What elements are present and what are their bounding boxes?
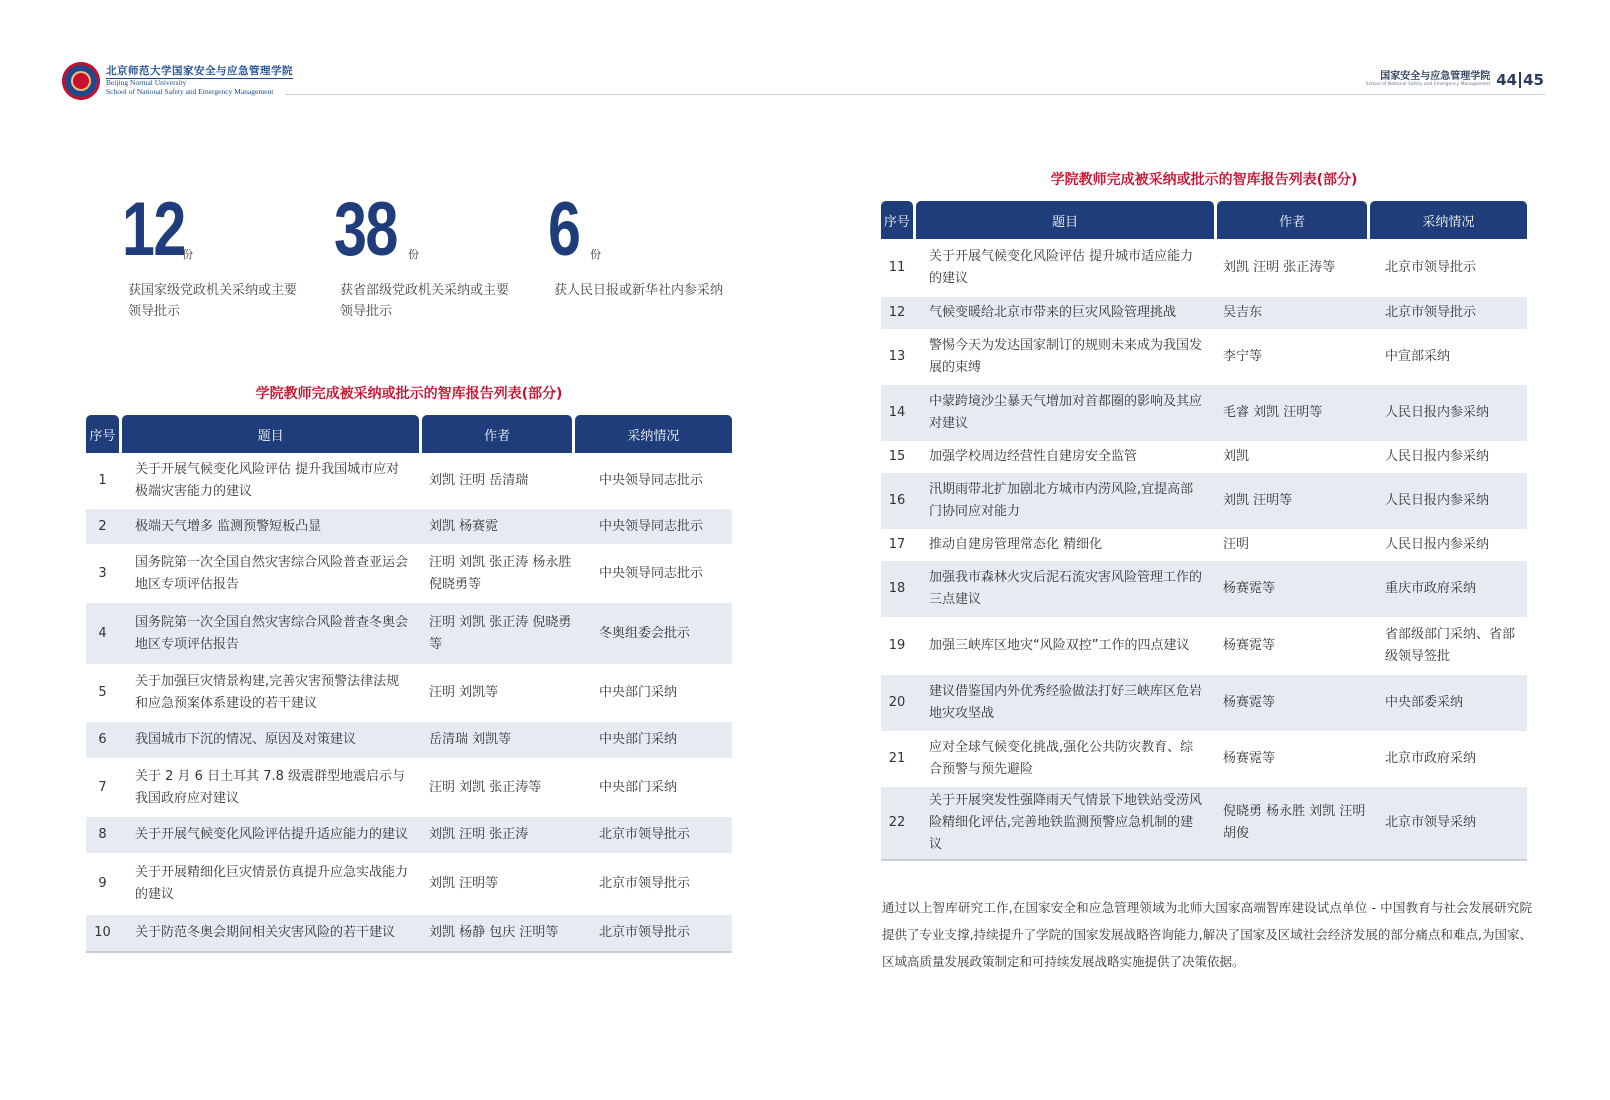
- cell-title: 关于开展气候变化风险评估 提升我国城市应对极端灾害能力的建议: [135, 462, 400, 499]
- header-no: 序号: [86, 415, 119, 453]
- table-row: [881, 297, 1527, 329]
- cell-status: 北京市领导批示: [599, 925, 691, 940]
- cell-title: 汛期雨带北扩加剧北方城市内涝风险,宜提高部门协同应对能力: [929, 482, 1194, 519]
- stat-number: 12: [122, 187, 185, 272]
- page-number-separator: [1519, 72, 1521, 88]
- logo-cn: 北京师范大学国家安全与应急管理学院: [106, 65, 293, 79]
- cell-author: 岳清瑞 刘凯等: [429, 732, 512, 747]
- cell-status: 中央部门采纳: [599, 732, 678, 747]
- cell-status: 人民日报内参采纳: [1385, 493, 1490, 508]
- cell-author: 刘凯 汪明等: [429, 876, 499, 891]
- header-author: 作者: [422, 415, 571, 453]
- table-row: [86, 664, 732, 722]
- cell-status: 中央领导同志批示: [599, 565, 704, 581]
- cell-author: 汪明 刘凯 张正涛 杨永胜 倪晓勇等: [429, 554, 572, 592]
- university-seal-icon: [62, 62, 100, 100]
- cell-number: 10: [94, 925, 111, 940]
- cell-author: 杨赛霓等: [1223, 695, 1276, 710]
- cell-author: 刘凯 汪明 岳清瑞: [429, 473, 529, 488]
- cell-author: 汪明 刘凯 张正涛等: [429, 779, 542, 795]
- cell-author: 杨赛霓等: [1223, 581, 1276, 596]
- cell-number: 22: [888, 815, 906, 830]
- page-number-left: 44: [1496, 71, 1518, 89]
- cell-title: 我国城市下沉的情况、原因及对策建议: [135, 732, 357, 747]
- cell-number: 2: [98, 518, 107, 534]
- table-row: [86, 544, 732, 603]
- cell-number: 9: [98, 876, 107, 891]
- cell-number: 17: [888, 537, 906, 552]
- table-body: [881, 239, 1527, 859]
- right-table-title: 学院教师完成被采纳或批示的智库报告列表(部分): [1050, 172, 1358, 188]
- cell-status: 中央部委采纳: [1385, 695, 1464, 710]
- cell-status: 中宣部采纳: [1385, 349, 1451, 364]
- cell-author: 刘凯 杨赛霓: [429, 518, 499, 534]
- table-row: [881, 561, 1527, 617]
- cell-title: 气候变暖给北京市带来的巨灾风险管理挑战: [929, 305, 1177, 320]
- cell-status: 省部级部门采纳、省部级领导签批: [1385, 627, 1516, 664]
- cell-status: 北京市领导批示: [1385, 305, 1477, 320]
- cell-number: 1: [98, 473, 107, 488]
- cell-author: 杨赛霓等: [1223, 638, 1276, 653]
- cell-status: 中央部门采纳: [599, 779, 678, 795]
- table-body: [86, 453, 732, 951]
- cell-author: 刘凯: [1223, 449, 1250, 464]
- cell-number: 6: [98, 732, 107, 747]
- table-row: [881, 473, 1527, 529]
- table-row: [881, 675, 1527, 731]
- cell-author: 刘凯 汪明等: [1223, 493, 1293, 508]
- cell-title: 关于加强巨灾情景构建,完善灾害预警法律法规和应急预案体系建设的若干建议: [135, 674, 400, 711]
- cell-number: 11: [888, 260, 906, 275]
- cell-title: 关于开展突发性强降雨天气情景下地铁站受涝风险精细化评估,完善地铁监测预警应急机制的建议: [929, 793, 1203, 852]
- table-row: [881, 329, 1527, 385]
- cell-title: 极端天气增多 监测预警短板凸显: [135, 518, 322, 534]
- table-bottom-rule: [881, 859, 1527, 861]
- table-header: [881, 201, 1527, 239]
- header-title: 题目: [122, 415, 420, 453]
- cell-number: 5: [98, 685, 107, 700]
- cell-title: 应对全球气候变化挑战,强化公共防灾教育、综合预警与预先避险: [929, 740, 1194, 777]
- left-table-title: 学院教师完成被采纳或批示的智库报告列表(部分): [255, 386, 563, 402]
- logo-en-2: School of National Safety and Emergency Management: [106, 87, 274, 97]
- cell-number: 20: [888, 695, 906, 710]
- table-row: [86, 817, 732, 853]
- cell-status: 北京市政府采纳: [1385, 751, 1477, 766]
- left-report-table: [86, 415, 732, 953]
- cell-number: 13: [888, 349, 906, 364]
- cell-title: 加强三峡库区地灾“风险双控”工作的四点建议: [929, 638, 1190, 653]
- table-row: [881, 529, 1527, 561]
- table-row: [86, 603, 732, 664]
- header-status: 采纳情况: [1370, 201, 1527, 239]
- stat-description: 获人民日报或新华社内参采纳: [554, 283, 724, 298]
- cell-number: 19: [888, 638, 906, 653]
- table-row: [86, 758, 732, 817]
- cell-author: 刘凯 杨静 包庆 汪明等: [429, 925, 559, 940]
- table-row: [881, 239, 1527, 297]
- table-row: [86, 915, 732, 951]
- stat-national: [122, 187, 298, 319]
- cell-title: 加强学校周边经营性自建房安全监管: [929, 449, 1138, 464]
- cell-author: 倪晓勇 杨永胜 刘凯 汪明 胡俊: [1223, 804, 1366, 841]
- cell-number: 18: [888, 581, 906, 596]
- cell-status: 中央部门采纳: [599, 685, 678, 700]
- cell-author: 汪明: [1223, 537, 1250, 552]
- table-row: [881, 385, 1527, 441]
- cell-author: 刘凯 汪明 张正涛等: [1223, 260, 1336, 275]
- stat-number: 38: [334, 187, 397, 272]
- cell-number: 15: [888, 449, 906, 464]
- cell-number: 7: [98, 779, 107, 795]
- cell-author: 毛睿 刘凯 汪明等: [1223, 405, 1323, 420]
- table-header: [86, 415, 732, 453]
- cell-title: 关于开展精细化巨灾情景仿真提升应急实战能力的建议: [135, 865, 409, 902]
- cell-status: 中央领导同志批示: [599, 518, 704, 534]
- cell-status: 人民日报内参采纳: [1385, 405, 1490, 420]
- cell-title: 关于开展气候变化风险评估提升适应能力的建议: [135, 827, 409, 842]
- cell-status: 人民日报内参采纳: [1385, 537, 1490, 552]
- stat-unit: 份: [590, 248, 601, 261]
- stat-description: 获国家级党政机关采纳或主要领导批示: [128, 283, 298, 319]
- cell-status: 北京市领导批示: [1385, 260, 1477, 275]
- cell-status: 重庆市政府采纳: [1385, 581, 1477, 596]
- table-row: [86, 853, 732, 915]
- cell-number: 14: [888, 405, 906, 420]
- cell-number: 3: [98, 565, 107, 581]
- cell-status: 中央领导同志批示: [599, 473, 704, 488]
- stat-media: [548, 187, 724, 298]
- logo-en-1: Beijing Normal University: [106, 78, 187, 88]
- table-row: [881, 441, 1527, 473]
- summary-paragraph: 通过以上智库研究工作,在国家安全和应急管理领域为北师大国家高端智库建设试点单位 - 中国教育与社会发展研究院提供了专业支撑,持续提升了学院的国家发展战略咨询能力,解决了国家及区域社会经济发展的部分痛点和难点,为国家、区域高质量发展政策制定和可持续发展战略实施提供了决策依据。: [882, 900, 1532, 969]
- cell-status: 北京市领导批示: [599, 827, 691, 842]
- school-logo: [62, 62, 293, 100]
- cell-author: 汪明 刘凯 张正涛 倪晓勇等: [429, 614, 572, 652]
- table-row: [881, 617, 1527, 675]
- table-row: [86, 453, 732, 509]
- cell-author: 汪明 刘凯等: [429, 685, 499, 700]
- cell-title: 关于开展气候变化风险评估 提升城市适应能力的建议: [929, 249, 1194, 286]
- cell-author: 刘凯 汪明 张正涛: [429, 827, 529, 842]
- stat-unit: 份: [408, 248, 419, 261]
- cell-author: 李宁等: [1223, 349, 1263, 364]
- header-institute-cn: 国家安全与应急管理学院: [1380, 71, 1491, 83]
- cell-number: 8: [98, 827, 107, 842]
- table-row: [881, 787, 1527, 859]
- page-number-right: 45: [1523, 71, 1544, 89]
- cell-author: 吴吉东: [1223, 305, 1263, 320]
- table-row: [86, 509, 732, 544]
- header-title: 题目: [916, 201, 1215, 239]
- cell-title: 推动自建房管理常态化 精细化: [929, 537, 1103, 552]
- cell-number: 4: [98, 625, 107, 641]
- header-status: 采纳情况: [575, 415, 732, 453]
- cell-title: 警惕今天为发达国家制订的规则未来成为我国发展的束缚: [929, 338, 1203, 375]
- cell-title: 加强我市森林火灾后泥石流灾害风险管理工作的三点建议: [929, 570, 1203, 607]
- stat-number: 6: [548, 187, 580, 272]
- table-row: [881, 731, 1527, 787]
- table-row: [86, 722, 732, 758]
- cell-number: 12: [888, 305, 906, 320]
- header-divider: [285, 94, 1545, 95]
- cell-number: 16: [888, 493, 906, 508]
- stat-description: 获省部级党政机关采纳或主要领导批示: [340, 283, 510, 319]
- cell-title: 中蒙跨境沙尘暴天气增加对首都圈的影响及其应对建议: [929, 394, 1203, 431]
- cell-number: 21: [888, 751, 906, 766]
- header-no: 序号: [881, 201, 913, 239]
- right-report-table: [881, 201, 1527, 861]
- cell-title: 关于 2 月 6 日土耳其 7.8 级震群型地震启示与我国政府应对建议: [135, 768, 406, 806]
- cell-author: 杨赛霓等: [1223, 751, 1276, 766]
- table-bottom-rule: [86, 951, 732, 953]
- cell-status: 冬奥组委会批示: [599, 625, 691, 641]
- stat-provincial: [334, 187, 510, 319]
- stat-unit: 份: [182, 248, 193, 261]
- header-author: 作者: [1217, 201, 1366, 239]
- cell-status: 北京市领导采纳: [1385, 815, 1477, 830]
- cell-title: 国务院第一次全国自然灾害综合风险普查冬奥会地区专项评估报告: [135, 614, 409, 652]
- header-institute-en: School of National Safety and Emergency Management: [1365, 81, 1491, 87]
- cell-status: 北京市领导批示: [599, 876, 691, 891]
- page-header-right: [1366, 71, 1544, 89]
- cell-title: 关于防范冬奥会期间相关灾害风险的若干建议: [135, 925, 396, 940]
- cell-title: 建议借鉴国内外优秀经验做法打好三峡库区危岩地灾攻坚战: [929, 684, 1203, 721]
- cell-title: 国务院第一次全国自然灾害综合风险普查亚运会地区专项评估报告: [135, 554, 409, 592]
- cell-status: 人民日报内参采纳: [1385, 449, 1490, 464]
